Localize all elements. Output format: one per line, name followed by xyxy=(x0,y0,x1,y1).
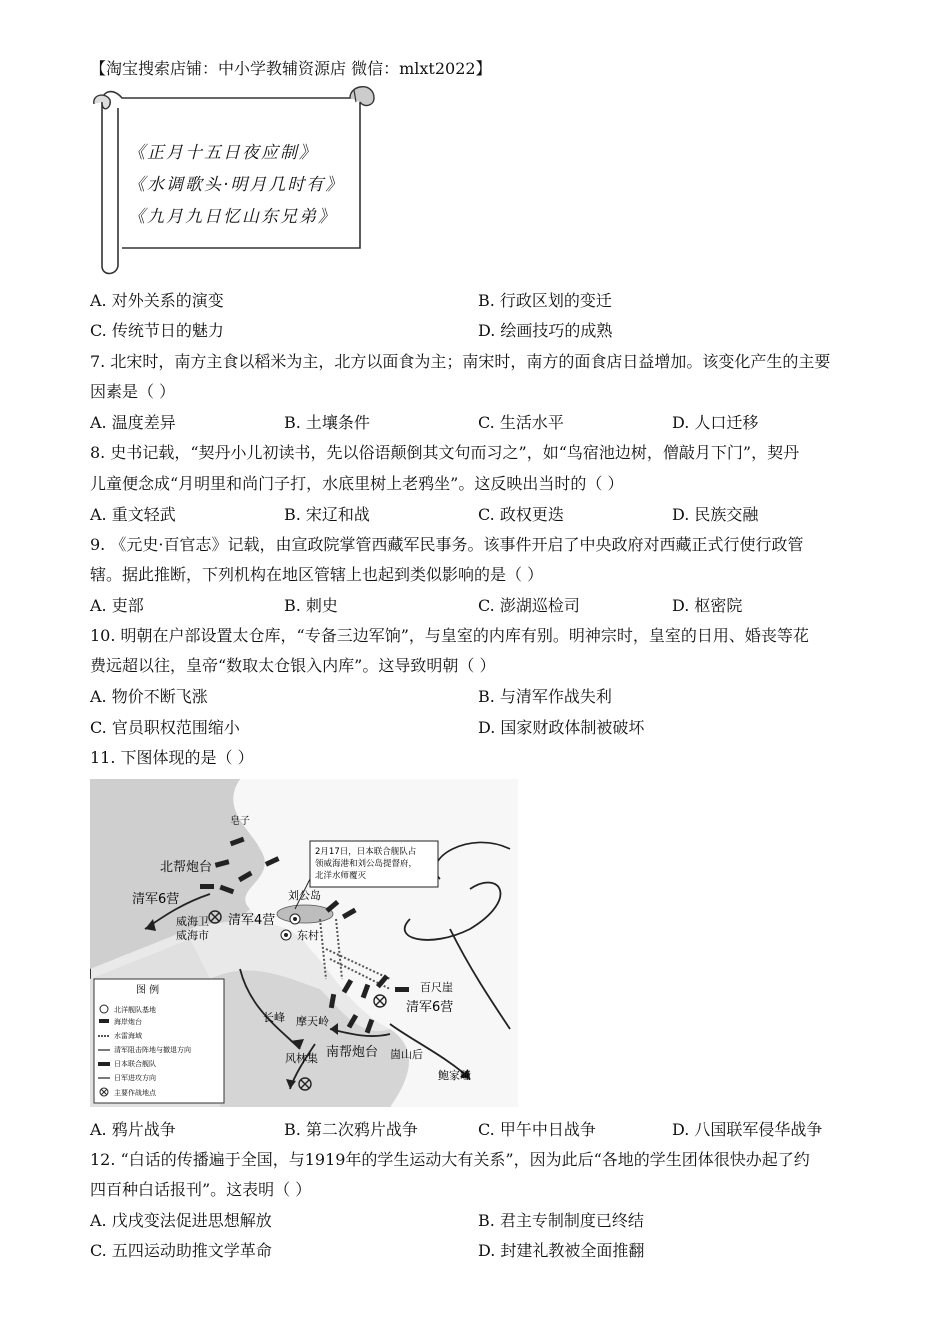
label-weihaishi: 威海市 xyxy=(176,929,209,942)
q12-option-a[interactable]: A. 戊戌变法促进思想解放 xyxy=(90,1211,272,1230)
legend-item-2: 海岸炮台 xyxy=(114,1018,142,1026)
scroll-title-1: 《正月十五日夜应制》 xyxy=(128,143,318,163)
scroll-title-2: 《水调歌头·明月几时有》 xyxy=(128,175,345,195)
scroll-title-3: 《九月九日忆山东兄弟》 xyxy=(128,207,337,227)
label-tuozi: 皂子 xyxy=(230,816,250,827)
label-south-fort: 南帮炮台 xyxy=(326,1045,379,1060)
q6-option-a[interactable]: A. 对外关系的演变 xyxy=(90,291,224,310)
q9-option-a[interactable]: A. 吏部 xyxy=(90,596,144,615)
label-qing6-right: 清军6营 xyxy=(406,1000,454,1015)
q7-option-a[interactable]: A. 温度差异 xyxy=(90,413,176,432)
q6-option-d[interactable]: D. 绘画技巧的成熟 xyxy=(478,321,613,340)
label-baichi: 百尺崖 xyxy=(420,981,453,994)
q9-stem-line-1: 9. 《元史·百官志》记载，由宣政院掌管西藏军民事务。该事件开启了中央政府对西藏正式行使行政管 xyxy=(90,535,804,554)
label-dongcun: 东村 xyxy=(297,929,319,942)
q11-option-b[interactable]: B. 第二次鸦片战争 xyxy=(284,1120,418,1139)
legend-item-6: 日军进攻方向 xyxy=(114,1074,156,1082)
q10-option-c[interactable]: C. 官员职权范围缩小 xyxy=(90,718,240,737)
q7-option-b[interactable]: B. 土壤条件 xyxy=(284,413,370,432)
q11-option-c[interactable]: C. 甲午中日战争 xyxy=(478,1120,596,1139)
q9-option-b[interactable]: B. 刺史 xyxy=(284,596,338,615)
q10-option-d[interactable]: D. 国家财政体制被破坏 xyxy=(478,718,645,737)
q12-option-d[interactable]: D. 封建礼教被全面推翻 xyxy=(478,1241,645,1260)
legend-item-5: 日本联合舰队 xyxy=(114,1060,156,1068)
callout-line-1: 2月17日，日本联合舰队占 xyxy=(315,847,417,857)
label-fenglin: 风林集 xyxy=(285,1052,318,1065)
q8-stem-line-1: 8. 史书记载，“契丹小儿初读书，先以俗语颠倒其文句而习之”，如“鸟宿池边树，僧敲月下门”，契丹 xyxy=(90,443,800,462)
q11-option-a[interactable]: A. 鸦片战争 xyxy=(90,1120,176,1139)
callout-line-3: 北洋水师覆灭 xyxy=(315,871,367,881)
q10-stem-line-2: 费远超以往，皇帝“数取太仓银入内库”。这导致明朝（ ） xyxy=(90,656,496,675)
q12-option-b[interactable]: B. 君主专制制度已终结 xyxy=(478,1211,644,1230)
page-header: 【淘宝搜索店铺：中小学教辅资源店 微信：mlxt2022】 xyxy=(90,59,492,78)
q8-option-c[interactable]: C. 政权更迭 xyxy=(478,505,564,524)
q7-stem-line-1: 7. 北宋时，南方主食以稻米为主，北方以面食为主；南宋时，南方的面食店日益增加。该变化产生的主要 xyxy=(90,352,831,371)
q12-option-c[interactable]: C. 五四运动助推文学革命 xyxy=(90,1241,272,1260)
q9-stem-line-2: 辖。据此推断，下列机构在地区管辖上也起到类似影响的是（ ） xyxy=(90,565,544,584)
q10-option-b[interactable]: B. 与清军作战失利 xyxy=(478,687,612,706)
q8-stem-line-2: 儿童便念成“月明里和尚门子打，水底里树上老鸦坐”。这反映出当时的（ ） xyxy=(90,474,624,493)
callout-line-2: 领威海港和刘公岛提督府， xyxy=(315,859,418,869)
q7-option-d[interactable]: D. 人口迁移 xyxy=(672,413,759,432)
q9-option-d[interactable]: D. 枢密院 xyxy=(672,596,743,615)
q9-option-c[interactable]: C. 澎湖巡检司 xyxy=(478,596,580,615)
legend-title: 图 例 xyxy=(136,985,160,996)
label-motian: 摩天岭 xyxy=(296,1015,329,1028)
legend-item-3: 水雷海域 xyxy=(114,1032,142,1040)
label-north-fort: 北帮炮台 xyxy=(160,860,213,875)
q7-option-c[interactable]: C. 生活水平 xyxy=(478,413,564,432)
q8-option-a[interactable]: A. 重文轻武 xyxy=(90,505,176,524)
q12-stem-line-2: 四百种白话报刊”。这表明（ ） xyxy=(90,1180,312,1199)
q6-option-b[interactable]: B. 行政区划的变迁 xyxy=(478,291,612,310)
legend-item-4: 清军阻击阵地与撤退方向 xyxy=(114,1046,191,1054)
q10-option-a[interactable]: A. 物价不断飞涨 xyxy=(90,687,208,706)
label-liugong: 刘公岛 xyxy=(288,889,321,902)
q6-option-c[interactable]: C. 传统节日的魅力 xyxy=(90,321,224,340)
q8-option-d[interactable]: D. 民族交融 xyxy=(672,505,759,524)
legend-item-7: 主要作战地点 xyxy=(114,1089,156,1097)
q8-option-b[interactable]: B. 宋辽和战 xyxy=(284,505,370,524)
q11-stem-line-1: 11. 下图体现的是（ ） xyxy=(90,748,254,767)
label-changfeng: 长峰 xyxy=(263,1011,285,1024)
legend-item-1: 北洋舰队基地 xyxy=(114,1006,156,1014)
q11-option-d[interactable]: D. 八国联军侵华战争 xyxy=(672,1120,823,1139)
label-weihaiwei: 威海卫 xyxy=(176,915,209,928)
q7-stem-line-2: 因素是（ ） xyxy=(90,382,176,401)
label-hushan: 崮山后 xyxy=(390,1048,423,1061)
q12-stem-line-1: 12. “白话的传播遍于全国，与1919年的学生运动大有关系”，因为此后“各地的学生团体很快办起了约 xyxy=(90,1150,810,1169)
label-qing4: 清军4营 xyxy=(228,913,276,928)
label-baojia: 鲍家疃 xyxy=(438,1069,471,1082)
q10-stem-line-1: 10. 明朝在户部设置太仓库，“专备三边军饷”，与皇室的内库有别。明神宗时，皇室的日用、婚丧等花 xyxy=(90,626,809,645)
weihaiwei-battle-map xyxy=(90,779,518,1107)
label-qing6-left: 清军6营 xyxy=(132,892,180,907)
